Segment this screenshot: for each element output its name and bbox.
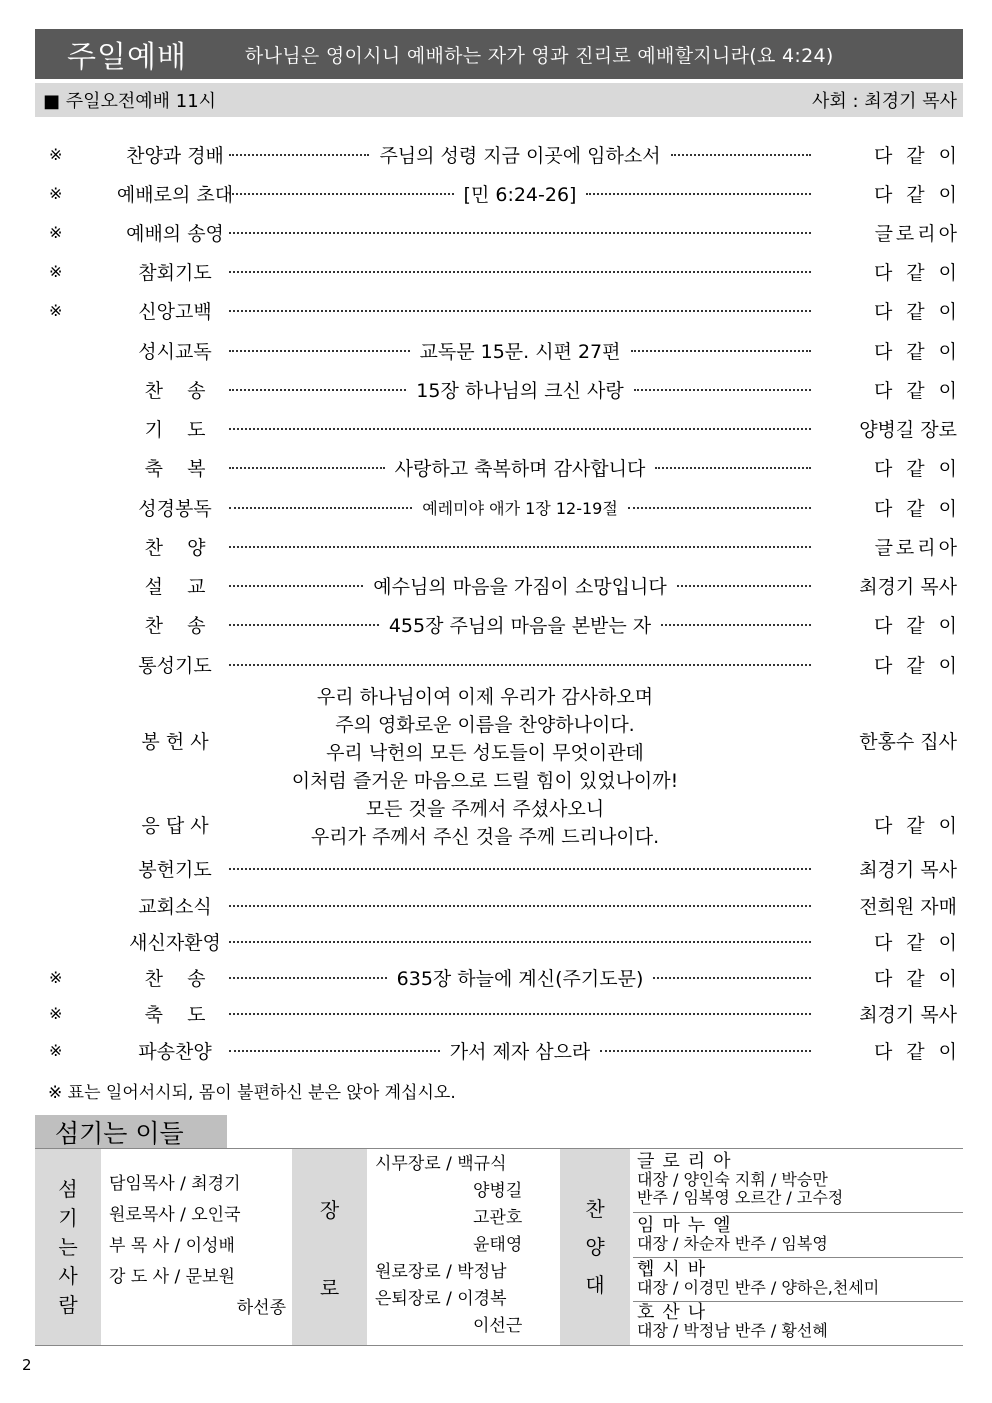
pastor-entry: 강 도 사 / 문보원 [109,1267,235,1287]
standing-mark: ※ [49,222,63,242]
order-item [35,335,971,365]
dots [229,1050,440,1052]
dot-leader [229,374,811,404]
page-number: 2 [22,1356,32,1374]
item-person: 글로리아 [874,536,960,559]
dot-leader [229,570,811,600]
dots [671,154,811,156]
dot-leader [229,295,811,325]
order-item [35,570,963,600]
item-person: 다같이 [873,931,971,954]
item-person: 다같이 [873,1040,971,1063]
dot-leader [229,256,811,286]
dots [229,624,379,626]
choir-name: 임마누엘 [637,1215,739,1236]
dots [655,467,811,469]
standing-mark: ※ [49,144,63,164]
item-description: 교독문 15문. 시편 27편 [419,340,621,363]
item-description: 주님의 성령 지금 이곳에 임하소서 [379,144,661,167]
people-header [35,1149,101,1345]
dots [653,977,811,979]
dot-leader [229,217,811,247]
elder-entry: 이선근 [473,1316,523,1336]
choir-immanuel [637,1217,963,1253]
order-item [35,452,971,482]
pastors-list [109,1169,289,1324]
prayer-line: 우리 낙헌의 모든 성도들이 무엇이관데 [326,742,644,764]
order-item [35,531,963,561]
prayer-line: 우리가 주께서 주신 것을 주께 드리나이다. [310,826,660,848]
dots [229,271,811,273]
item-description: 15장 하나님의 크신 사랑 [416,379,624,402]
dots [661,624,811,626]
page-title: 주일예배 [67,40,187,75]
item-description: 가서 제자 삼으라 [449,1040,591,1063]
header-char: 기 [58,1205,78,1230]
order-item [35,962,971,992]
dots [229,507,412,509]
service-leader: 사회 : 최경기 목사 [812,91,957,112]
dots [229,154,369,156]
item-person: 다같이 [873,144,971,167]
item-description: [민 6:24-26] [463,183,577,206]
item-description: 예레미야 애가 1장 12-19절 [422,498,618,518]
item-person: 전희원 자매 [859,895,957,918]
item-name: 찬 송 [144,967,206,990]
dots [229,977,387,979]
dot-leader [229,853,811,883]
dots [229,1013,811,1015]
item-name: 축 도 [144,1003,206,1026]
order-item [35,256,971,286]
standing-note: ※ 표는 일어서시되, 몸이 불편하신 분은 앉아 계십시오. [48,1083,456,1103]
pastor-entry: 부 목 사 / 이성배 [109,1236,235,1256]
item-name: 찬 양 [144,536,206,559]
choir-name: 호산나 [637,1302,714,1323]
dots [229,232,811,234]
dots [628,507,811,509]
dot-leader [229,890,811,920]
dots [229,905,811,907]
item-person: 다같이 [873,614,971,637]
item-person: 최경기 목사 [859,575,957,598]
elder-entry: 고관호 [473,1208,523,1228]
prayer-line: 이처럼 즐거운 마음으로 드릴 힘이 있었나이까! [291,770,679,792]
item-name: 예배의 송영 [126,222,224,245]
order-item [35,609,971,639]
item-name: 교회소식 [138,895,212,918]
order-item [35,1035,971,1065]
item-name: 성시교독 [138,340,212,363]
elder-entry: 윤태영 [473,1235,523,1255]
choir-line: 대장 / 양인숙 지휘 / 박승만 [637,1170,828,1189]
item-person: 최경기 목사 [859,858,957,881]
item-person: 다같이 [873,814,971,837]
title-bar [35,29,963,79]
choir-line: 반주 / 임복영 오르간 / 고수정 [637,1188,844,1207]
standing-mark: ※ [49,1003,63,1023]
item-name: 응 답 사 [141,814,209,837]
dot-leader [229,998,811,1028]
dots [634,389,811,391]
item-person: 한홍수 집사 [859,730,957,753]
dots [229,310,811,312]
offering-text [250,683,720,795]
order-item [35,926,971,956]
dot-leader [229,452,811,482]
item-name: 찬 송 [144,379,206,402]
header-char: 대 [585,1273,605,1297]
dots [229,389,406,391]
choir-gloria [637,1153,963,1207]
header-verse: 하나님은 영이시니 예배하는 자가 영과 진리로 예배할지니라(요 4:24) [244,44,834,67]
pastor-entry: 원로목사 / 오인국 [109,1205,241,1225]
order-item [35,492,971,522]
order-item [35,998,963,1028]
dot-leader [229,178,811,208]
elder-entry: 시무장로 / 백규식 [375,1154,507,1174]
dot-leader [229,139,811,169]
choir-name: 헵시바 [637,1259,714,1280]
service-bar [35,83,963,117]
header-char: 로 [319,1275,340,1300]
prayer-line: 우리 하나님이여 이제 우리가 감사하오며 [316,686,654,708]
dot-leader [229,335,811,365]
item-name: 예배로의 초대 [116,183,234,206]
order-item [35,295,971,325]
standing-mark: ※ [49,967,63,987]
order-item [35,217,963,247]
header-char: 는 [58,1234,78,1259]
order-item [35,413,963,443]
order-item [35,890,963,920]
standing-mark: ※ [49,300,63,320]
item-description: 사랑하고 축복하며 감사합니다 [394,457,646,480]
item-person: 다같이 [873,457,971,480]
header-char: 찬 [585,1197,605,1221]
choir-name: 글로리아 [637,1151,739,1172]
item-person: 최경기 목사 [859,1003,957,1026]
item-name: 축 복 [144,457,206,480]
dot-leader [229,1035,811,1065]
prayer-line: 모든 것을 주께서 주셨사오니 [365,798,605,820]
servants-table [35,1148,963,1346]
item-name: 신앙고백 [138,300,212,323]
standing-mark: ※ [49,261,63,281]
item-name: 찬양과 경배 [126,144,224,167]
header-char: 람 [58,1292,78,1317]
prayer-line: 주의 영화로운 이름을 찬양하나이다. [335,714,635,736]
dot-leader [229,609,811,639]
item-name: 참회기도 [138,261,212,284]
item-person: 다같이 [873,654,971,677]
item-name: 통성기도 [138,654,212,677]
dots [229,664,811,666]
service-label: ■ 주일오전예배 11시 [43,91,217,112]
elder-entry: 은퇴장로 / 이경복 [375,1289,507,1309]
dots [229,941,811,943]
choir-hephzibah [637,1261,963,1297]
choir-line: 대장 / 박정남 반주 / 황선혜 [637,1321,828,1340]
item-name: 봉헌기도 [138,858,212,881]
servants-title: 섬기는 이들 [35,1115,227,1148]
elder-entry: 양병길 [473,1181,523,1201]
response-text [250,795,720,851]
elders-list [375,1151,525,1340]
dot-leader [229,649,811,679]
item-name: 기 도 [144,418,206,441]
choir-header [560,1149,630,1345]
item-person: 다같이 [873,300,971,323]
item-name: 새신자환영 [129,931,221,954]
item-person: 다같이 [873,497,971,520]
choir-divider [633,1212,963,1213]
item-name: 봉 헌 사 [141,730,209,753]
item-description: 455장 주님의 마음을 본받는 자 [388,614,652,637]
elder-entry: 원로장로 / 박정남 [375,1262,507,1282]
order-item [35,139,971,169]
dots [229,585,363,587]
header-char: 사 [58,1263,78,1288]
dots [586,193,811,195]
dots [229,467,385,469]
dots [677,585,811,587]
item-name: 성경봉독 [138,497,212,520]
dot-leader [229,926,811,956]
item-name: 설 교 [144,575,206,598]
header-char: 양 [585,1235,605,1259]
dot-leader [229,962,811,992]
item-person: 다같이 [873,183,971,206]
item-person: 양병길 장로 [859,418,957,441]
item-person: 다같이 [873,967,971,990]
item-name: 파송찬양 [138,1040,212,1063]
dots [229,350,410,352]
dots [229,868,811,870]
order-item [35,649,971,679]
choir-divider [633,1257,963,1258]
standing-mark: ※ [49,183,63,203]
choir-line: 대장 / 이경민 반주 / 양하은,천세미 [637,1278,880,1297]
item-person: 다같이 [873,379,971,402]
pastor-entry: 하선종 [236,1298,286,1318]
header-char: 섬 [58,1176,78,1201]
dots [229,428,811,430]
standing-mark: ※ [49,1040,63,1060]
header-char: 장 [319,1197,340,1222]
item-person: 다같이 [873,340,971,363]
dots [229,546,811,548]
dot-leader [229,413,811,443]
item-description: 635장 하늘에 계신(주기도문) [396,967,644,990]
item-person: 글로리아 [874,222,960,245]
dots [600,1050,811,1052]
item-person: 다같이 [873,261,971,284]
item-name: 찬 송 [144,614,206,637]
choir-hosanna [637,1304,963,1340]
dots [631,350,812,352]
item-description: 예수님의 마음을 가짐이 소망입니다 [373,575,667,598]
order-item [35,178,971,208]
dot-leader [229,531,811,561]
elders-header [292,1149,367,1345]
pastor-entry: 담임목사 / 최경기 [109,1174,241,1194]
order-item [35,374,971,404]
order-item [35,853,963,883]
choir-line: 대장 / 차순자 반주 / 임복영 [637,1234,828,1253]
dot-leader [229,492,811,522]
dots [229,193,454,195]
